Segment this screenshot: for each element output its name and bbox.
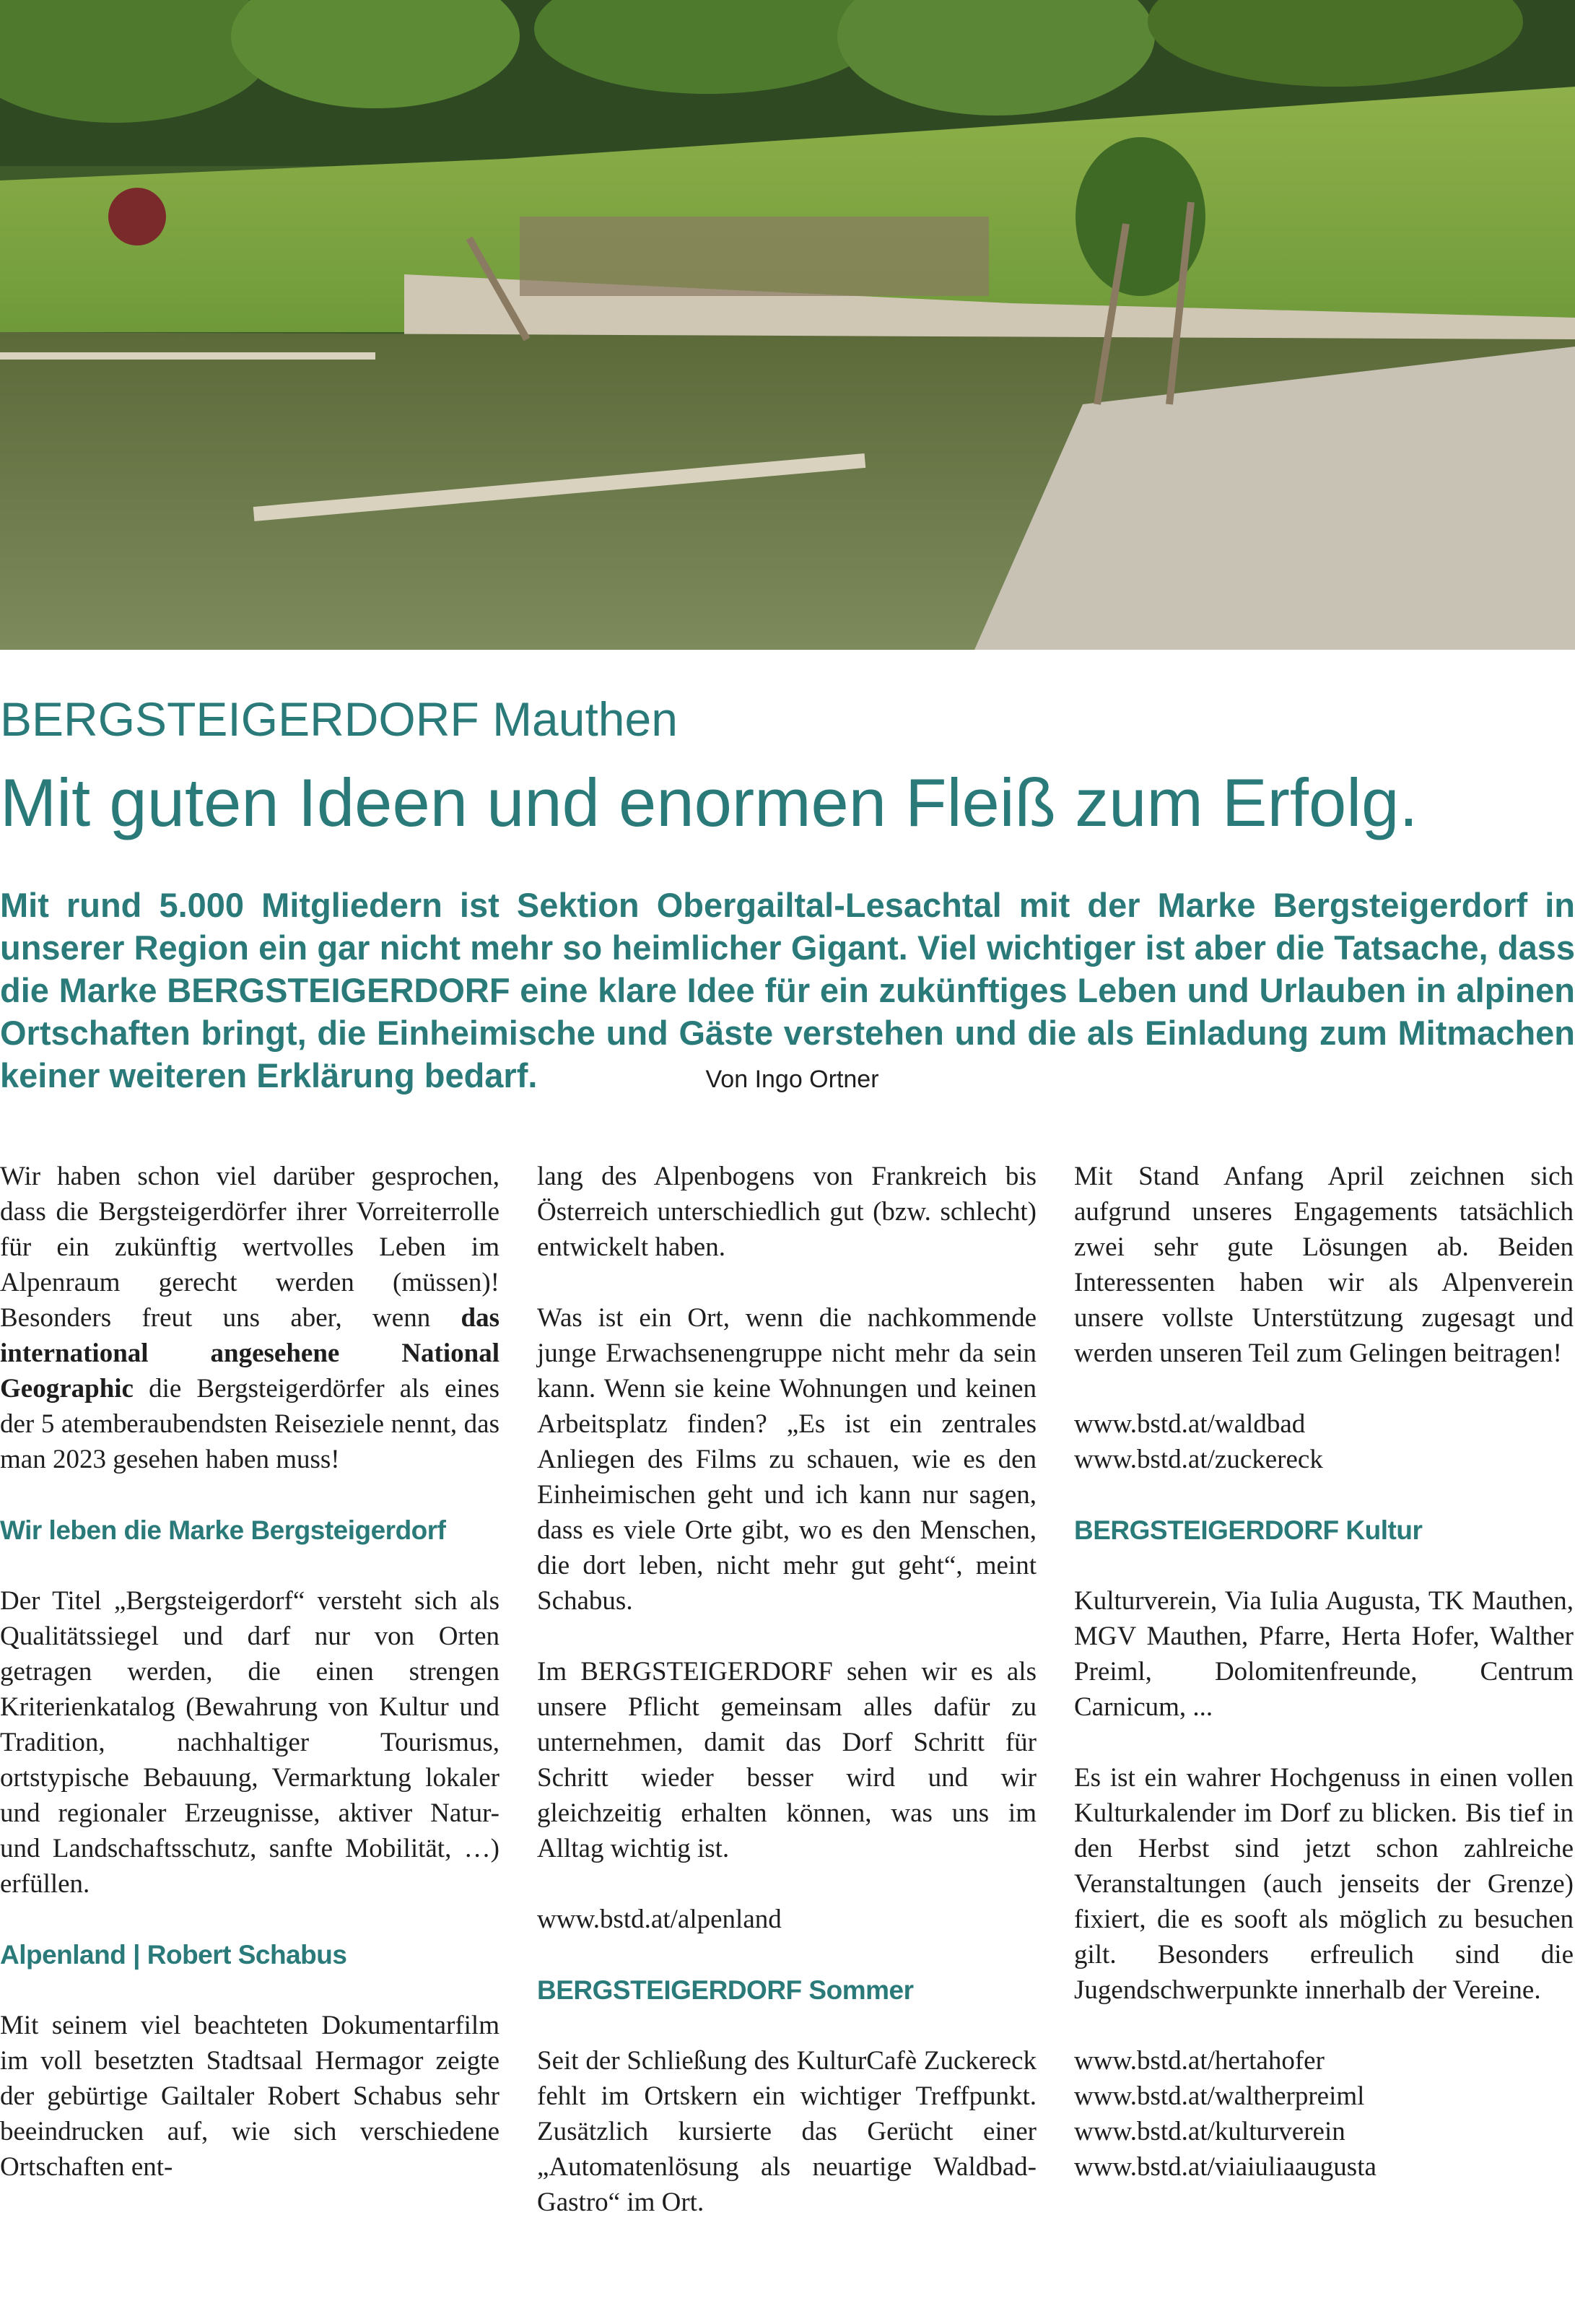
link-viaiuliaaugusta[interactable]: www.bstd.at/viaiuliaaugusta: [1074, 2152, 1377, 2182]
paragraph: Seit der Schließung des KulturCafè Zuckereck fehlt im Ortskern ein wichtiger Treffpunkt. Zusätzlich kursierte das Gerücht einer „Automatenlösung als neuartige Waldbad-Gastro“ im Ort.: [537, 2046, 1037, 2217]
link-hertahofer[interactable]: www.bstd.at/hertahofer: [1074, 2046, 1325, 2076]
header-photo-natural-pool: [0, 0, 1575, 650]
article-headline: Mit guten Ideen und enormen Fleiß zum Erfolg.: [0, 765, 1418, 840]
emphasis: das international angesehene National Geographic: [0, 1303, 499, 1403]
column-2: [537, 1159, 1037, 2255]
paragraph: Kulturverein, Via Iulia Augusta, TK Mauthen, MGV Mauthen, Pfarre, Herta Hofer, Walther Preiml, Dolomitenfreunde, Centrum Carnicum, ...: [1074, 1586, 1574, 1722]
byline: Von Ingo Ortner: [705, 1066, 879, 1093]
link-list: [1074, 1406, 1574, 1477]
paragraph: Es ist ein wahrer Hochgenuss in einen vollen Kulturkalender im Dorf zu blicken. Bis tief in den Herbst sind jetzt schon zahlreiche Veranstaltungen (auch jenseits der Grenze) fixiert, die es sooft als möglich zu besuchen gilt. Besonders erfreulich sind die Jugendschwerpunkte innerhalb der Vereine.: [1074, 1763, 1574, 2005]
paragraph: Der Titel „Bergsteigerdorf“ versteht sich als Qualitätssiegel und darf nur von Orten getragen werden, die einen strengen Kriterienkatalog (Bewahrung von Kultur und Tradition, nachhaltiger Tourismus, ortstypische Bebauung, Vermarktung lokaler und regionaler Erzeugnisse, aktiver Natur- und Landschaftsschutz, sanfte Mobilität, …) erfüllen.: [0, 1586, 499, 1899]
section-heading: BERGSTEIGERDORF Kultur: [1074, 1515, 1423, 1545]
link-alpenland[interactable]: www.bstd.at/alpenland: [537, 1905, 782, 1934]
paragraph: Wir haben schon viel darüber gesprochen, dass die Bergsteigerdörfer ihrer Vorreiterrolle für ein zukünftig wertvolles Leben im Alpenraum gerecht werden (müssen)! Besonders freut uns aber, wenn das international angesehene National Geographic die Bergsteigerdörfer als eines der 5 atemberaubendsten Reiseziele nennt, das man 2023 gesehen haben muss!: [0, 1162, 499, 1474]
paragraph: Mit Stand Anfang April zeichnen sich aufgrund unseres Engagements tatsächlich zwei sehr gute Lösungen ab. Beiden Interessenten haben wir als Alpenverein unsere vollste Unterstützung zugesagt und werden unseren Teil zum Gelingen beitragen!: [1074, 1162, 1574, 1368]
section-heading: Alpenland | Robert Schabus: [0, 1940, 347, 1970]
column-3: [1074, 1159, 1574, 2220]
link-zuckereck[interactable]: www.bstd.at/zuckereck: [1074, 1445, 1323, 1474]
paragraph: Im BERGSTEIGERDORF sehen wir es als unsere Pflicht gemeinsam alles dafür zu unternehmen, damit das Dorf Schritt für Schritt wieder besser wird und wir gleichzeitig erhalten können, was uns im Alltag wichtig ist.: [537, 1657, 1037, 1863]
link-waltherpreiml[interactable]: www.bstd.at/waltherpreiml: [1074, 2081, 1365, 2111]
section-heading: Wir leben die Marke Bergsteigerdorf: [0, 1515, 446, 1545]
column-1: [0, 1159, 499, 2220]
section-heading: BERGSTEIGERDORF Sommer: [537, 1975, 914, 2005]
paragraph: Mit seinem viel beachteten Dokumentarfilm im voll besetzten Stadtsaal Hermagor zeigte der gebürtige Gailtaler Robert Schabus sehr beeindrucken auf, wie sich verschiedene Ortschaften ent-: [0, 2011, 499, 2182]
link-list: [1074, 2043, 1574, 2185]
link-kulturverein[interactable]: www.bstd.at/kulturverein: [1074, 2117, 1345, 2146]
article-lead: [0, 884, 1575, 1101]
article-kicker: BERGSTEIGERDORF Mauthen: [0, 692, 678, 746]
link-waldbad[interactable]: www.bstd.at/waldbad: [1074, 1409, 1306, 1439]
paragraph: Was ist ein Ort, wenn die nachkommende junge Erwachsenengruppe nicht mehr da sein kann. Wenn sie keine Wohnungen und keinen Arbeitsplatz finden? „Es ist ein zentrales Anliegen des Films zu schauen, wie es den Einheimischen geht und ich kann nur sagen, dass es viele Orte gibt, wo es den Menschen, die dort leben, nicht mehr gut geht“, meint Schabus.: [537, 1303, 1037, 1616]
lead-text: Mit rund 5.000 Mitgliedern ist Sektion Obergailtal-Lesachtal mit der Marke Bergsteigerdorf in unserer Region ein gar nicht mehr so heimlicher Gigant. Viel wichtiger ist aber die Tatsache, dass die Marke BERGSTEIGERDORF eine klare Idee für ein zukünftiges Leben und Urlauben in alpinen Ortschaften bringt, die Einheimische und Gäste verstehen und die als Einladung zum Mitmachen keiner weiteren Erklärung bedarf.: [0, 886, 1575, 1094]
paragraph: lang des Alpenbogens von Frankreich bis Österreich unterschiedlich gut (bzw. schlecht) entwickelt haben.: [537, 1162, 1037, 1262]
